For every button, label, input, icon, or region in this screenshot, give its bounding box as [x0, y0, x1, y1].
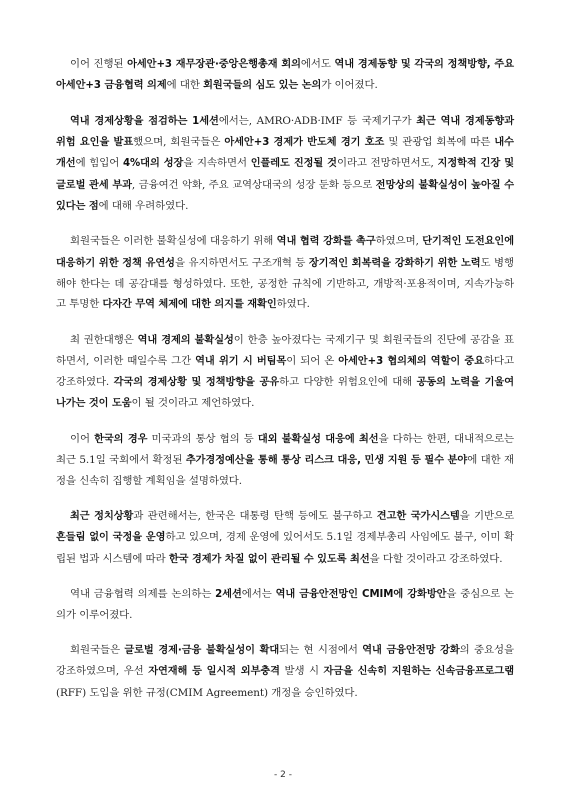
- emphasis-text: 자금을 신속히 지원하는 신속금융프로그램: [323, 666, 514, 678]
- emphasis-text: 글로벌 경제·금융 불확실성이 확대: [124, 645, 280, 657]
- emphasis-text: 장기적인 회복력을 강화하기 위한 노력: [308, 257, 481, 269]
- emphasis-text: 최근 정치상황: [70, 511, 134, 523]
- emphasis-text: 역내 경제동향 및 각국의 정책방향, 주요 아세안+3 금융협력 의제: [56, 59, 514, 92]
- body-text: 했으며, 회원국들은: [133, 136, 225, 149]
- emphasis-text: 4%대의 성장: [122, 158, 184, 170]
- body-text: 에 대해 우려하였다.: [98, 199, 189, 212]
- body-text: (RFF) 도입을 위한 규정(CMIM Agreement) 개정을 승인하였다.: [56, 686, 358, 699]
- page-number: - 2 -: [274, 770, 292, 780]
- body-text: 이어: [70, 433, 95, 446]
- body-text: 가 이어졌다.: [321, 79, 378, 92]
- body-text: 을 다하는 한편, 대내적으로는 최근 5.1일 국회에서 확정된: [56, 433, 515, 467]
- body-text: 되는 현 시점에서: [279, 644, 363, 657]
- body-text: 의 중요성을 강조하였으며, 우선: [56, 644, 514, 678]
- emphasis-text: 견고한 국가시스템: [376, 511, 460, 523]
- emphasis-text: 지정학적 긴장 및 글로벌 관세 부과: [56, 158, 514, 191]
- body-text: 회원국들은 이러한 불확실성에 대응하기 위해: [70, 235, 277, 248]
- body-text: 에서도: [300, 58, 335, 70]
- body-text: 이 될 것이라고 제언하였다.: [131, 397, 255, 410]
- body-text: 발생 시: [279, 665, 324, 678]
- emphasis-text: 한국의 경우: [94, 434, 148, 446]
- emphasis-text: 역내 협력 강화를 촉구: [276, 236, 376, 248]
- body-text: 이 한층 높아졌다는 국제기구 및 회원국들의 진단에 공감을 표하면서, 이러한 때일수록 그간: [56, 333, 514, 367]
- body-text: 에서는, AMRO·ADB·IMF 등 국제기구가: [218, 114, 417, 127]
- emphasis-text: 아세안+3 경제가 반도체 경기 호조: [224, 137, 385, 149]
- body-text: 이어 진행된: [70, 58, 128, 70]
- body-text: 하다고 강조하였다.: [56, 354, 514, 389]
- body-text: 을 다할 것이라고 강조하였다.: [369, 552, 503, 565]
- emphasis-text: 대외 불확실성 대응에 최선: [257, 434, 379, 446]
- body-text: 을 지속하면서: [183, 157, 251, 170]
- emphasis-text: 역내 경제상황을 점검하는 1세션: [70, 115, 219, 127]
- body-text: 하고 다양한 위험요인에 대해: [279, 376, 417, 389]
- paragraph-rff-approval: [56, 640, 514, 703]
- emphasis-text: 아세안+3 재무장관·중앙은행총재 회의: [127, 59, 301, 70]
- body-text: 하였다.: [276, 298, 310, 311]
- emphasis-text: 역내 위기 시 버팀목: [195, 355, 287, 367]
- emphasis-text: 한국 경제가 차질 없이 관리될 수 있도록 최선: [168, 553, 370, 565]
- body-text: 미국과의 통상 협의 등: [147, 433, 258, 446]
- emphasis-text: 흔들림 없이 국정을 운영: [56, 532, 166, 544]
- emphasis-text: 역내 경제의 불확실성: [137, 334, 234, 346]
- body-text: 에 힘입어: [75, 157, 123, 170]
- paragraph-acting-president-remarks: [56, 330, 514, 415]
- emphasis-text: 자연재해 등 일시적 외부충격: [148, 666, 280, 678]
- body-text: , 금융여건 악화, 주요 교역상대국의 성장 둔화 등으로: [131, 178, 376, 191]
- emphasis-text: 전망상의 불확실성이 높아질 수 있다는 점: [56, 179, 515, 212]
- emphasis-text: 각국의 경제상황 및 정책방향을 공유: [113, 377, 280, 389]
- emphasis-text: 아세안+3 협의체의 역할이 중요: [338, 355, 484, 367]
- paragraph-session1-economy: [56, 111, 514, 217]
- body-text: 회원국들은: [70, 644, 125, 657]
- emphasis-text: 공동의 노력을 기울여 나가는 것이 도움: [56, 377, 515, 410]
- body-text: 을 기반으로: [459, 510, 514, 523]
- emphasis-text: 최근 역내 경제동향과 위험 요인을 발표: [56, 115, 514, 149]
- paragraph-korea-case: [56, 429, 514, 492]
- body-text: 에 대한: [166, 79, 204, 92]
- body-text: 도 병행해야 한다는 데 공감대를 형성하였다. 또한, 공정한 규칙에 기반하고, 개방적·포용적이며, 지속가능하고 투명한: [56, 256, 515, 311]
- body-text: 이 되어 온: [286, 354, 339, 367]
- emphasis-text: 인플레도 진정될 것: [250, 158, 337, 170]
- paragraph-asean3-meeting: [56, 54, 514, 96]
- body-text: 하고 있으며, 경제 운영에 있어서도 5.1일 경제부총리 사임에도 불구, 이미 확립된 법과 시스템에 따라: [56, 531, 514, 565]
- body-text: 에 대한 재정을 신속히 집행할 계획임을 설명하였다.: [56, 454, 514, 488]
- body-text: 하였으며,: [375, 235, 423, 248]
- body-text: 및 관광업 회복에 따른: [384, 136, 495, 149]
- body-text: 에서는: [241, 588, 276, 601]
- body-text: 최 권한대행은: [70, 333, 138, 346]
- body-text: 과 관련해서는, 한국은 대통령 탄핵 등에도 불구하고: [133, 510, 377, 523]
- document-body: [56, 54, 514, 717]
- emphasis-text: 역내 금융안전망인 CMIM에 강화방안: [275, 589, 447, 601]
- body-text: 역내 금융협력 의제를 논의하는: [70, 588, 216, 601]
- paragraph-regional-cooperation: [56, 231, 514, 315]
- paragraph-political-situation: [56, 506, 514, 570]
- body-text: 이라고 전망하면서도,: [336, 157, 438, 170]
- emphasis-text: 역내 금융안전망 강화: [362, 645, 460, 657]
- emphasis-text: 단기적인 도전요인에 대응하기 위한 정책 유연성: [56, 236, 514, 269]
- emphasis-text: 추가경정예산을 통해 통상 리스크 대응, 민생 지원 등 필수 분야: [185, 455, 468, 467]
- body-text: 을 중심으로 논의가 이루어졌다.: [56, 588, 514, 622]
- emphasis-text: 2세션: [215, 589, 242, 601]
- paragraph-session2-cmim: [56, 584, 514, 625]
- emphasis-text: 내수 개선: [56, 137, 514, 170]
- emphasis-text: 회원국들의 심도 있는 논의: [203, 80, 322, 92]
- emphasis-text: 다자간 무역 체제에 대한 의지를 재확인: [102, 299, 277, 311]
- body-text: 을 유지하면서도 구조개혁 등: [174, 256, 309, 269]
